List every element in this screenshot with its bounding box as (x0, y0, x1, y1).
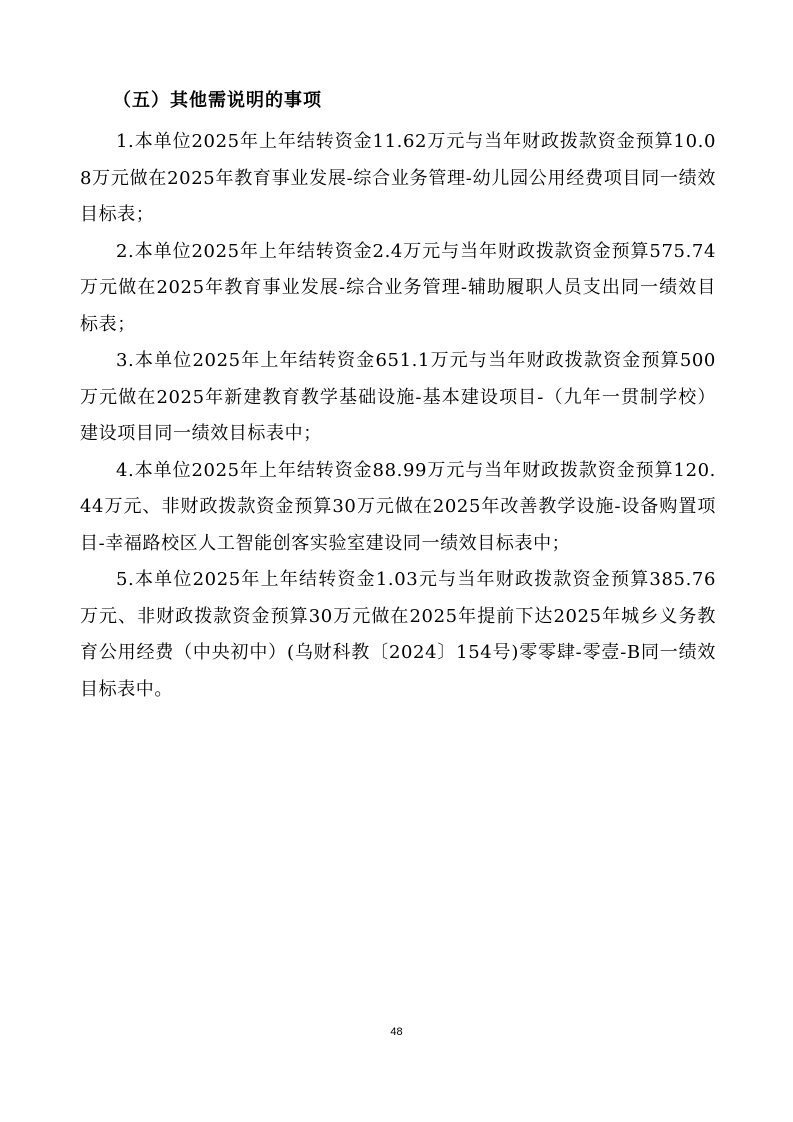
section-title: （五）其他需说明的事项 (113, 90, 322, 111)
paragraph-2: 2.本单位2025年上年结转资金2.4万元与当年财政拨款资金预算575.74万元做在2025年教育事业发展-综合业务管理-辅助履职人员支出同一绩效目标表； (80, 240, 716, 335)
paragraph-1: 1.本单位2025年上年结转资金11.62万元与当年财政拨款资金预算10.08万元做在2025年教育事业发展-综合业务管理-幼儿园公用经费项目同一绩效目标表； (80, 131, 716, 225)
paragraph-4: 4.本单位2025年上年结转资金88.99万元与当年财政拨款资金预算120.44万元、非财政拨款资金预算30万元做在2025年改善教学设施-设备购置项目-幸福路校区人工智能创客实验室建设同一绩效目标表中； (80, 459, 716, 554)
body-content (80, 124, 716, 708)
paragraph-5: 5.本单位2025年上年结转资金1.03元与当年财政拨款资金预算385.76万元、非财政拨款资金预算30万元做在2025年提前下达2025年城乡义务教育公用经费（中央初中）(乌财科教〔2024〕154号)零零肆-零壹-B同一绩效目标表中。 (80, 569, 716, 700)
paragraph-3: 3.本单位2025年上年结转资金651.1万元与当年财政拨款资金预算500万元做在2025年新建教育教学基础设施-基本建设项目-（九年一贯制学校）建设项目同一绩效目标表中； (80, 350, 716, 444)
page-number: 48 (390, 1026, 403, 1038)
